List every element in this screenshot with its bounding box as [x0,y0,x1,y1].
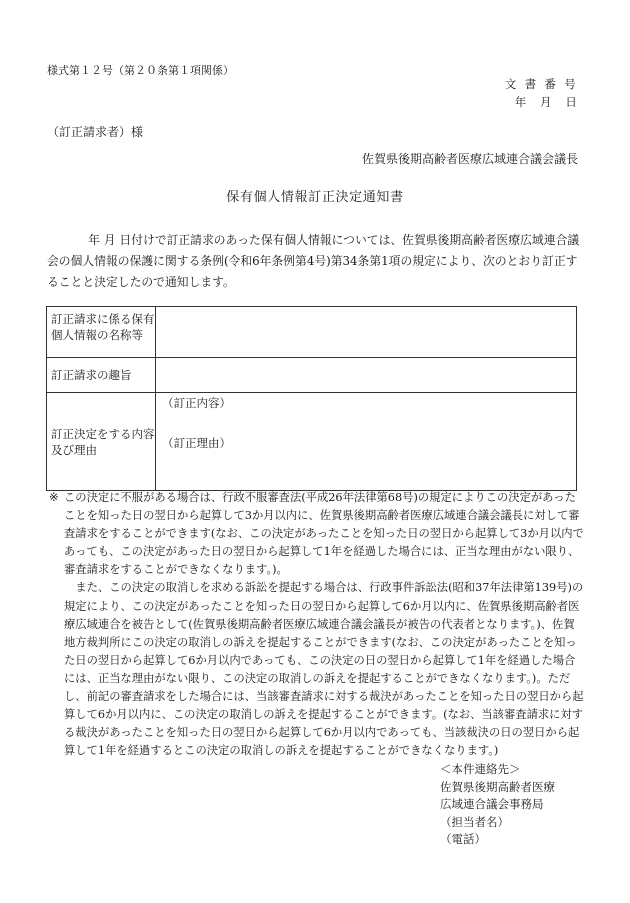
purpose-cell [156,358,577,393]
correction-content-label: （訂正内容） [162,396,231,410]
page-title: 保有個人情報訂正決定通知書 [226,190,404,205]
decision-cell [156,393,577,491]
correction-reason-label: （訂正理由） [162,436,231,450]
sender: 佐賀県後期高齢者医療広域連合議会議長 [361,152,578,166]
row-label-decision: 訂正決定をする内容及び理由 [47,393,156,491]
contact-org-line1: 佐賀県後期高齢者医療 [440,779,555,794]
contact-person: （担当者名） [440,814,509,829]
document-number-label: 文 書 番 号 [504,77,578,91]
document-date-label: 年 月 日 [514,95,578,109]
decision-table [46,306,577,491]
table-row [47,307,577,358]
row-label-info-name: 訂正請求に係る保有個人情報の名称等 [47,307,156,358]
note-mark: ※ [49,491,59,504]
info-name-cell [156,307,577,358]
recipient: （訂正請求者）様 [47,125,144,139]
row-label-purpose: 訂正請求の趣旨 [47,358,156,393]
intro-paragraph: 年 月 日付けで訂正請求のあった保有個人情報については、佐賀県後期高齢者医療広域連合議会の個人情報の保護に関する条例(令和6年条例第4号)第34条第1項の規定により、次のとおり訂正することと決定したので通知します。 [47,233,580,289]
note-paragraph-appeal: この決定に不服がある場合は、行政不服審査法(平成26年法律第68号)の規定によりこの決定があったことを知った日の翌日から起算して3か月以内に、佐賀県後期高齢者医療広域連合議会議長に対して審査請求をすることができます(なお、この決定があったことを知った日の翌日から起算して3か月以内であっても、この決定があった日の翌日から起算して1年を経過した場合には、正当な理由がない限り、審査請求をすることができなくなります。)。 [64,491,584,577]
table-row [47,393,577,491]
form-number: 様式第１２号（第２０条第１項関係） [47,64,234,77]
contact-block [440,761,555,849]
contact-phone: （電話） [440,832,486,846]
note-paragraph-lawsuit: また、この決定の取消しを求める訴訟を提起する場合は、行政事件訴訟法(昭和37年法律第139号)の規定により、この決定があったことを知った日の翌日から起算して6か月以内に、佐賀県後期高齢者医療広域連合を被告として(佐賀県後期高齢者医療広域連合議会議長が被告の代表者となります。)、佐賀地方裁判所にこの決定の取消しの訴えを提起することができます(なお、この決定があったことを知った日の翌日から起算して6か月以内であっても、この決定の日の翌日から起算して1年を経過した場合には、正当な理由がない限り、この決定の取消しの訴えを提起することができなくなります。)。ただし、前記の審査請求をした場合には、当該審査請求に対する裁決があったことを知った日の翌日から起算して6か月以内に、この決定の取消しの訴えを提起することができます。(なお、当該審査請求に対する裁決があったことを知った日の翌日から起算して6か月以内であっても、当該裁決の日の翌日から起算して1年を経過するとこの決定の取消しの訴えを提起することができなくなります。) [64,581,584,758]
appeal-note [49,489,584,760]
contact-heading: ＜本件連絡先＞ [440,762,521,776]
table-row [47,358,577,393]
contact-org-line2: 広域連合議会事務局 [440,797,544,811]
